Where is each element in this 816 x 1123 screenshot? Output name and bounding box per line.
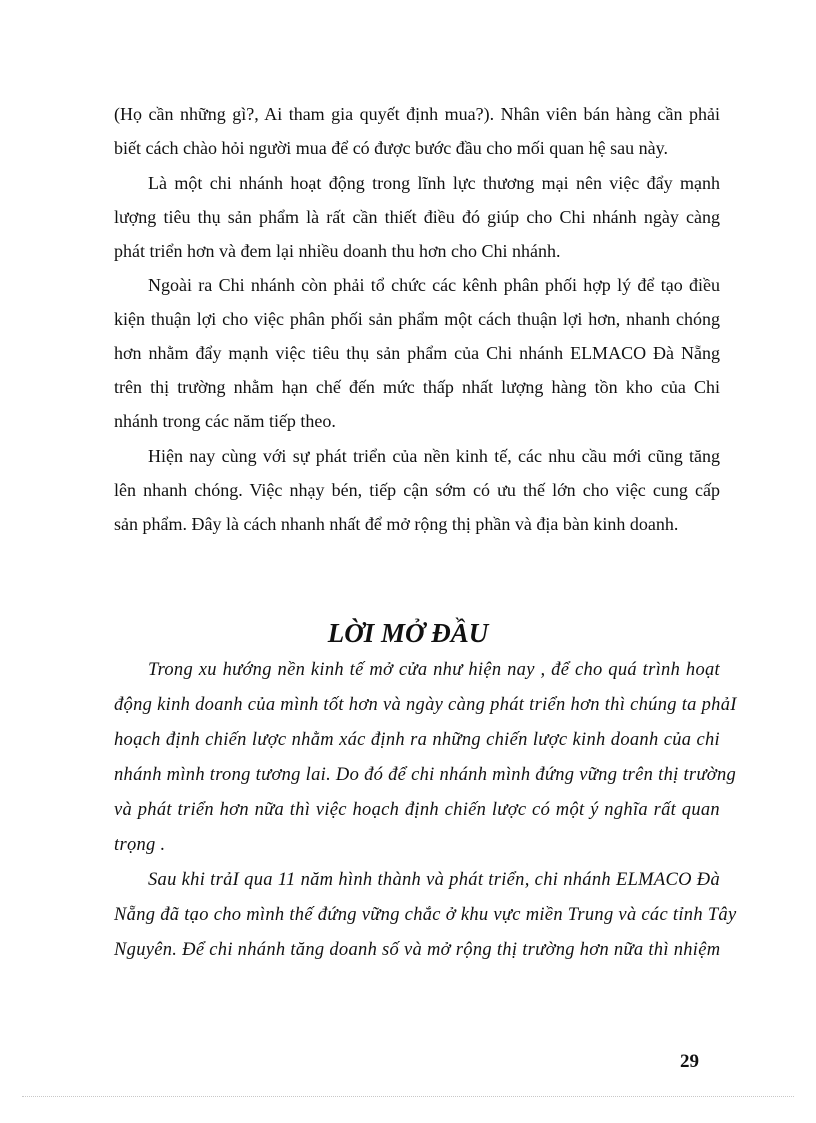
- intro-line: động kinh doanh của mình tốt hơn và ngày càng phát triển hơn thì chúng ta phảI: [114, 695, 737, 715]
- section-heading: LỜI MỞ ĐẦU: [327, 618, 489, 648]
- body-line: kiện thuận lợi cho việc phân phối sản phẩm một cách thuận lợi hơn, nhanh chóng: [114, 309, 720, 329]
- body-line: Hiện nay cùng với sự phát triển của nền kinh tế, các nhu cầu mới cũng tăng: [148, 446, 720, 466]
- body-line: phát triển hơn và đem lại nhiều doanh thu hơn cho Chi nhánh.: [114, 241, 561, 261]
- intro-line: và phát triển hơn nữa thì việc hoạch định chiến lược có một ý nghĩa rất quan: [114, 800, 720, 820]
- body-line: Ngoài ra Chi nhánh còn phải tổ chức các kênh phân phối hợp lý để tạo điều: [148, 275, 720, 295]
- body-line: nhánh trong các năm tiếp theo.: [114, 411, 336, 431]
- intro-line: hoạch định chiến lược nhằm xác định ra những chiến lược kinh doanh của chi: [114, 730, 720, 750]
- body-line: lượng tiêu thụ sản phẩm là rất cần thiết điều đó giúp cho Chi nhánh ngày càng: [114, 207, 720, 227]
- body-line: lên nhanh chóng. Việc nhạy bén, tiếp cận sớm có ưu thế lớn cho việc cung cấp: [114, 480, 720, 500]
- footer-divider: [22, 1096, 794, 1097]
- body-line: trên thị trường nhằm hạn chế đến mức thấp nhất lượng hàng tồn kho của Chi: [114, 377, 720, 397]
- page-number: 29: [680, 1051, 699, 1072]
- body-line: sản phẩm. Đây là cách nhanh nhất để mở rộng thị phần và địa bàn kinh doanh.: [114, 514, 679, 534]
- intro-line: trọng .: [114, 835, 166, 855]
- intro-line: Nẵng đã tạo cho mình thế đứng vững chắc ở khu vực miền Trung và các tỉnh Tây: [114, 905, 737, 925]
- intro-line: Trong xu hướng nền kinh tế mở cửa như hiện nay , để cho quá trình hoạt: [148, 660, 720, 680]
- intro-line: nhánh mình trong tương lai. Do đó để chi nhánh mình đứng vững trên thị trường: [114, 765, 737, 785]
- body-line: biết cách chào hỏi người mua để có được bước đầu cho mối quan hệ sau này.: [114, 138, 668, 158]
- body-line: (Họ cần những gì?, Ai tham gia quyết định mua?). Nhân viên bán hàng cần phải: [114, 104, 720, 124]
- intro-line: Sau khi trảI qua 11 năm hình thành và phát triển, chi nhánh ELMACO Đà: [148, 870, 720, 890]
- intro-line: Nguyên. Để chi nhánh tăng doanh số và mở rộng thị trường hơn nữa thì nhiệm: [114, 940, 721, 960]
- body-line: Là một chi nhánh hoạt động trong lĩnh lực thương mại nên việc đẩy mạnh: [148, 173, 720, 193]
- body-line: hơn nhằm đẩy mạnh việc tiêu thụ sản phẩm của Chi nhánh ELMACO Đà Nẵng: [114, 343, 720, 363]
